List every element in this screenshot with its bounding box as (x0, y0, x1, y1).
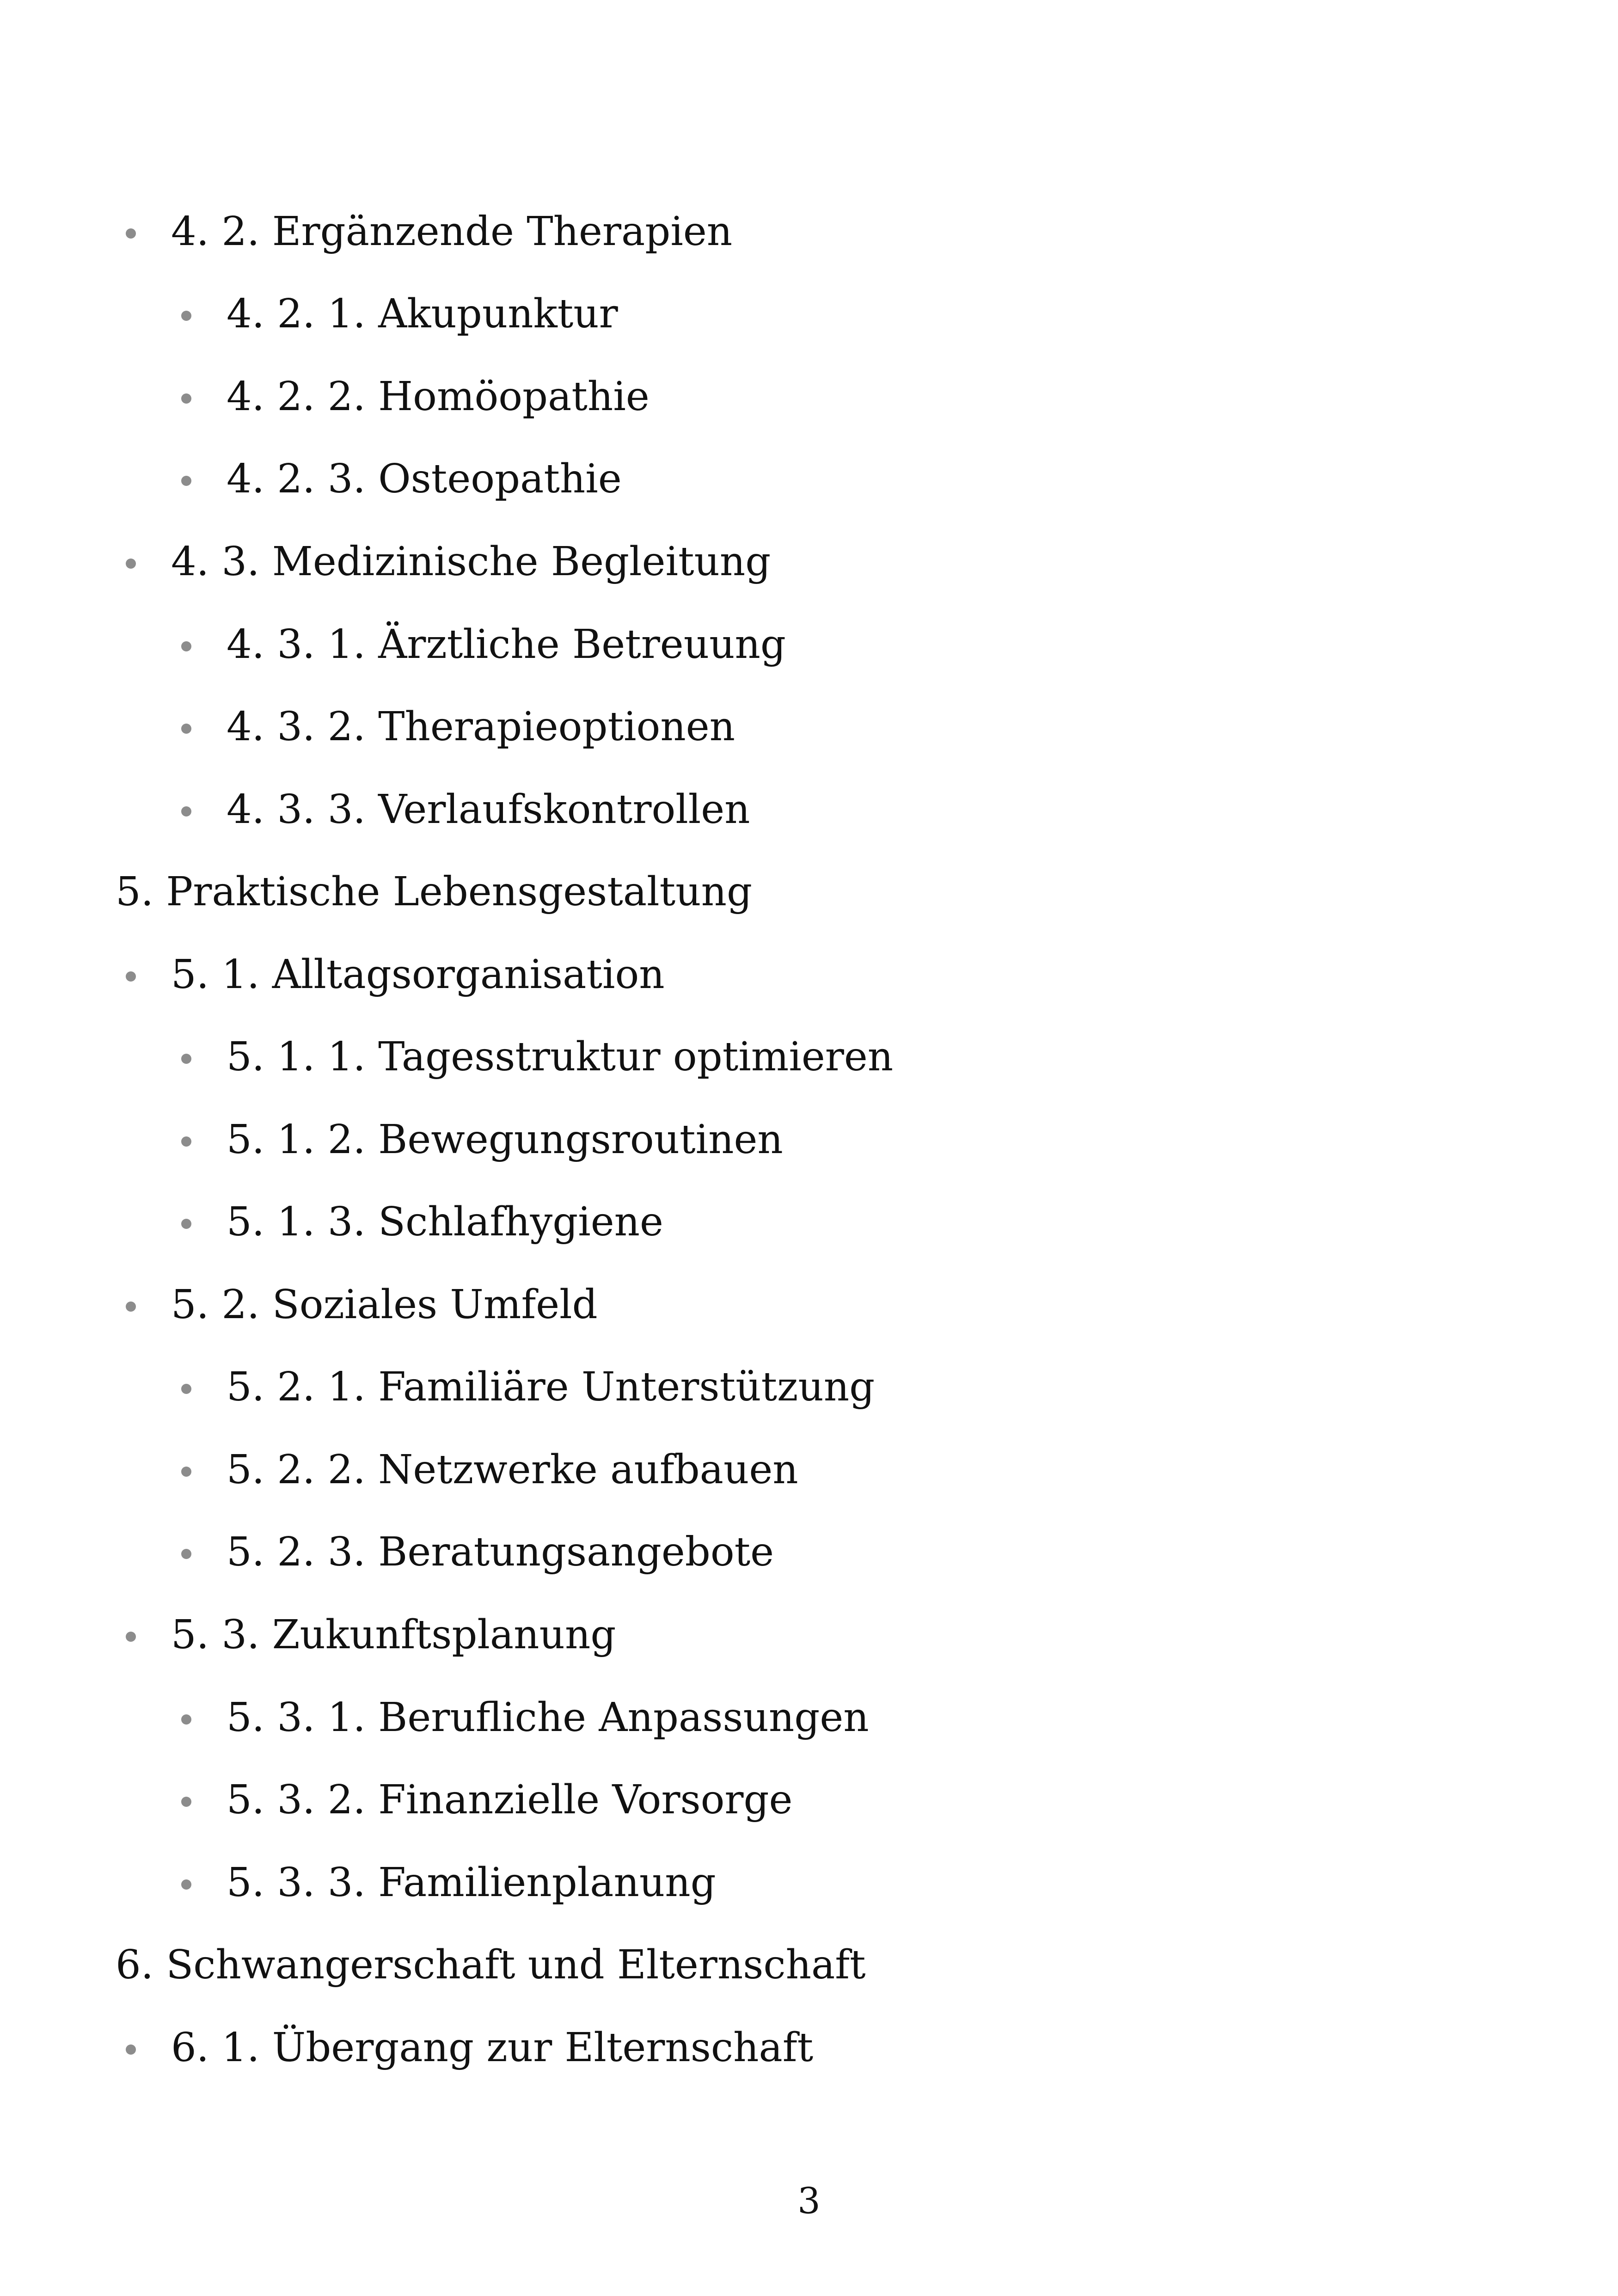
toc-entry-text: 5. 2. 3. Beratungsangebote (227, 1529, 774, 1575)
toc-entry-text: 4. 2. 3. Osteopathie (227, 456, 622, 502)
toc-entry-text: 5. 2. 1. Familiäre Unterstützung (227, 1364, 875, 1410)
bullet-icon (181, 724, 191, 734)
toc-entry-text: 5. 3. 3. Familienplanung (227, 1860, 716, 1906)
bullet-icon (181, 1136, 191, 1147)
bullet-icon (126, 1632, 136, 1642)
bullet-icon (126, 1301, 136, 1312)
bullet-icon (181, 1219, 191, 1229)
toc-chapter-text: 5. Praktische Lebensgestaltung (116, 869, 753, 915)
bullet-icon (181, 1879, 191, 1890)
bullet-icon (126, 2044, 136, 2055)
bullet-icon (181, 1797, 191, 1807)
bullet-icon (181, 1549, 191, 1559)
toc-entry-text: 5. 2. 2. Netzwerke aufbauen (227, 1447, 798, 1493)
toc-entry-text: 5. 3. 1. Berufliche Anpassungen (227, 1694, 869, 1741)
toc-entry-text: 5. 3. Zukunftsplanung (171, 1612, 616, 1658)
toc-entry-text: 5. 1. 3. Schlafhygiene (227, 1199, 663, 1245)
bullet-icon (181, 1054, 191, 1064)
bullet-icon (126, 559, 136, 569)
toc-entry-text: 4. 3. Medizinische Begleitung (171, 539, 771, 585)
toc-entry-text: 5. 2. Soziales Umfeld (171, 1282, 598, 1328)
toc-entry-text: 4. 2. 2. Homöopathie (227, 374, 650, 420)
toc-entry-text: 4. 2. 1. Akupunktur (227, 291, 618, 337)
toc-chapter-text: 6. Schwangerschaft und Elternschaft (116, 1942, 866, 1988)
bullet-icon (181, 806, 191, 816)
toc-entry-text: 4. 3. 3. Verlaufskontrollen (227, 786, 750, 833)
bullet-icon (126, 228, 136, 239)
bullet-icon (181, 311, 191, 321)
bullet-icon (181, 1467, 191, 1477)
toc-entry-text: 6. 1. Übergang zur Elternschaft (171, 2025, 814, 2071)
bullet-icon (181, 641, 191, 651)
bullet-icon (181, 1384, 191, 1394)
bullet-icon (181, 393, 191, 404)
toc-entry-text: 4. 3. 1. Ärztliche Betreuung (227, 621, 786, 668)
toc-entry-text: 4. 3. 2. Therapieoptionen (227, 704, 735, 750)
toc-entry-text: 5. 1. Alltagsorganisation (171, 952, 665, 998)
bullet-icon (181, 1714, 191, 1725)
bullet-icon (126, 971, 136, 982)
page-number: 3 (797, 2180, 821, 2222)
toc-entry-text: 5. 3. 2. Finanzielle Vorsorge (227, 1777, 793, 1823)
toc-entry-text: 4. 2. Ergänzende Therapien (171, 209, 733, 255)
bullet-icon (181, 476, 191, 486)
toc-entry-text: 5. 1. 2. Bewegungsroutinen (227, 1117, 783, 1163)
toc-entry-text: 5. 1. 1. Tagesstruktur optimieren (227, 1034, 894, 1080)
